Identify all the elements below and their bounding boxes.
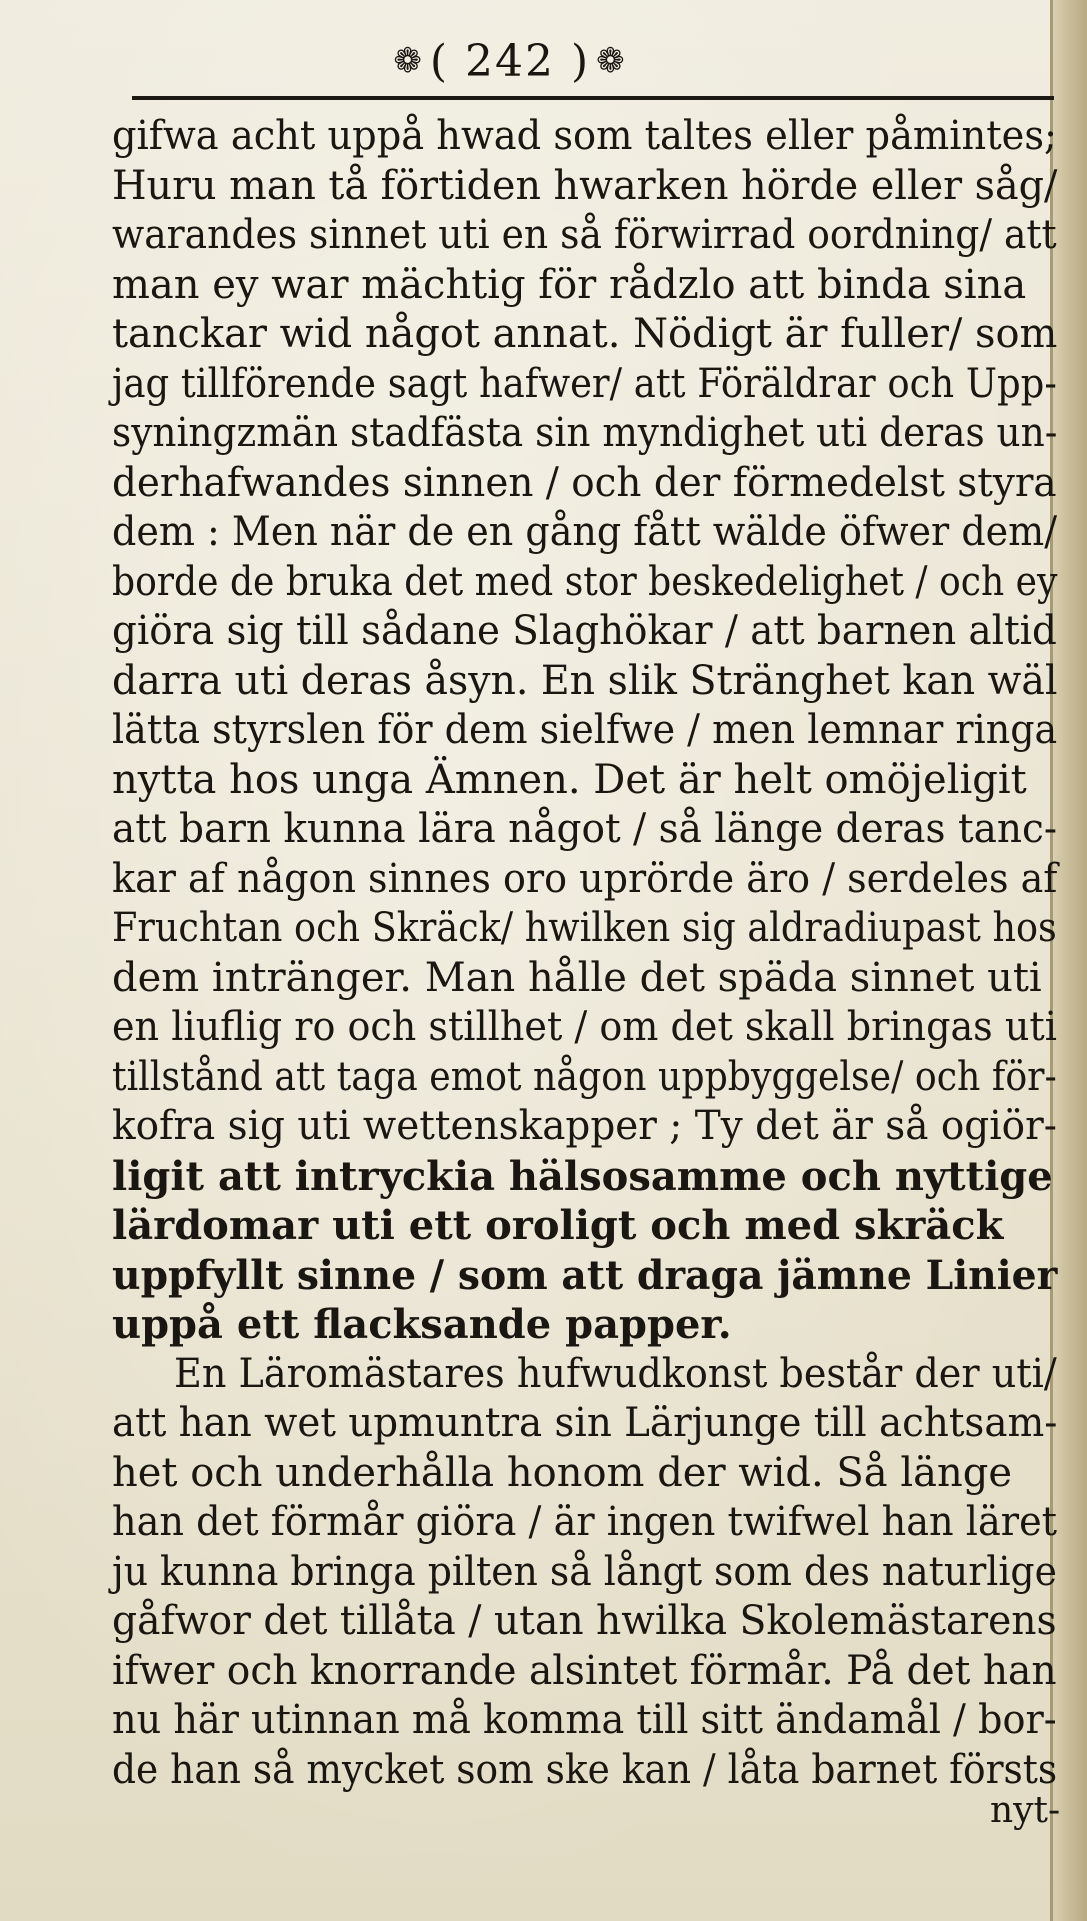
text-line: warandes sinnet uti en så förwirrad oordning/ att <box>112 212 1057 258</box>
text-line: nytta hos unga Ämnen. Det är helt omöjeligit <box>112 756 1027 803</box>
right-bracket: ) <box>570 36 591 87</box>
text-line-emphasis: uppfyllt sinne / som att draga jämne Linier <box>112 1251 1058 1299</box>
text-line: en liuflig ro och stillhet / om det skall bringas uti <box>112 1004 1057 1050</box>
header-rule <box>132 96 1054 100</box>
text-line: de han så mycket som ske kan / låta barnet försts <box>112 1746 1058 1793</box>
text-line-emphasis: lärdomar uti ett oroligt och med skräck <box>112 1202 1004 1249</box>
page-header <box>0 36 1020 87</box>
text-line: jag tillförende sagt hafwer/ att Föräldrar och Upp- <box>112 360 1057 407</box>
page-number: 242 <box>465 36 555 87</box>
text-line: darra uti deras åsyn. En slik Stränghet kan wäl <box>112 657 1058 704</box>
text-line: att han wet upmuntra sin Lärjunge till achtsam- <box>112 1400 1058 1446</box>
text-line: han det förmår giöra / är ingen twifwel han läret <box>112 1499 1058 1545</box>
text-line: borde de bruka det med stor beskedelighet / och ey <box>112 558 1058 605</box>
text-line: kofra sig uti wettenskapper ; Ty det är så ogiör- <box>112 1103 1057 1149</box>
text-line: ifwer och knorrande alsintet förmår. På det han <box>112 1647 1057 1694</box>
text-line-emphasis: ligit att intryckia hälsosamme och nyttige <box>112 1152 1053 1200</box>
catchword: nyt- <box>990 1790 1061 1831</box>
text-line: dem : Men när de en gång fått wälde öfwer dem/ <box>112 509 1058 555</box>
text-line: att barn kunna lära något / så länge deras tanc- <box>112 806 1058 852</box>
text-line: tanckar wid något annat. Nödigt är fuller/ som <box>112 311 1058 357</box>
text-line: tillstånd att taga emot någon uppbyggelse/ och för- <box>112 1053 1057 1100</box>
text-line: Fruchtan och Skräck/ hwilken sig aldradiupast hos <box>112 905 1057 951</box>
text-line-emphasis: uppå ett flacksande papper. <box>112 1301 732 1348</box>
flower-ornament-icon: ❁ <box>596 41 627 81</box>
paragraph-start-line: En Läromästares hufwudkonst består der uti/ <box>174 1350 1057 1397</box>
text-line: giöra sig till sådane Slaghökar / att barnen altid <box>112 608 1057 654</box>
text-line: nu här utinnan må komma till sitt ändamål / bor- <box>112 1697 1057 1743</box>
left-bracket: ( <box>429 36 449 87</box>
text-line: dem intränger. Man hålle det späda sinnet uti <box>112 954 1042 1001</box>
text-line: gåfwor det tillåta / utan hwilka Skolemästarens <box>112 1598 1057 1644</box>
text-line: gifwa acht uppå hwad som taltes eller påmintes; <box>112 113 1057 159</box>
text-line: ju kunna bringa pilten så långt som des naturlige <box>112 1548 1057 1595</box>
text-line: man ey war mächtig för rådzlo att binda sina <box>112 261 1027 308</box>
text-line: syningzmän stadfästa sin myndighet uti deras un- <box>112 410 1058 456</box>
body-text <box>112 112 1057 1795</box>
text-line: het och underhålla honom der wid. Så länge <box>112 1449 1013 1496</box>
text-line: Huru man tå förtiden hwarken hörde eller såg/ <box>112 162 1058 209</box>
text-line: derhafwandes sinnen / och der förmedelst styra <box>112 459 1057 506</box>
text-line: lätta styrslen för dem sielfwe / men lemnar ringa <box>112 707 1058 753</box>
text-line: kar af någon sinnes oro uprörde äro / serdeles af <box>112 855 1058 902</box>
flower-ornament-icon: ❁ <box>393 41 424 81</box>
